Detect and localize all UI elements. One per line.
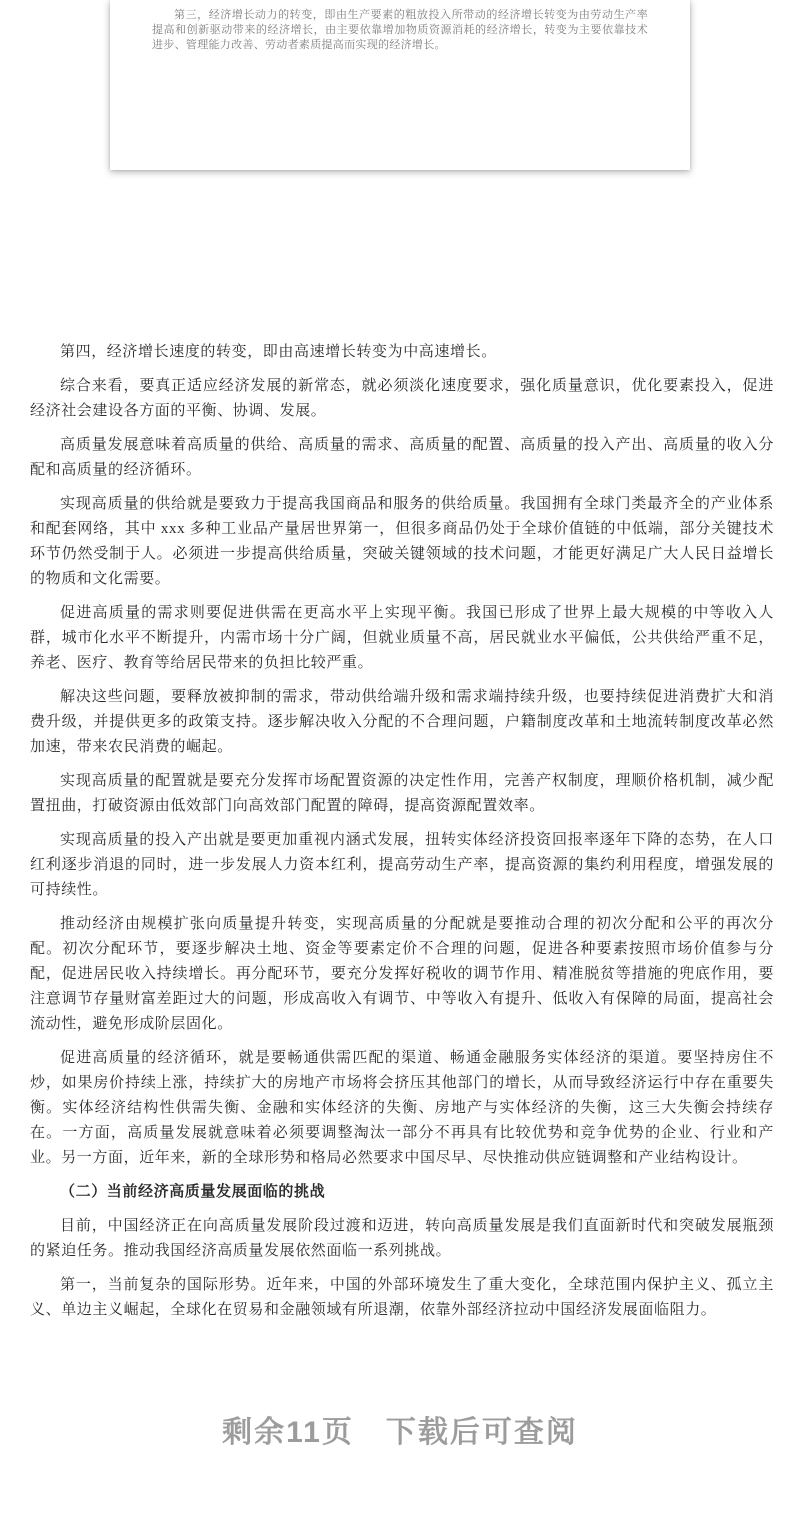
section-1-paragraphs [30,340,774,1171]
document-body [0,170,800,1323]
paragraph: 解决这些问题，要释放被抑制的需求，带动供给端升级和需求端持续升级，也要持续促进消费扩大和消费升级，并提供更多的政策支持。逐步解决收入分配的不合理问题，户籍制度改革和土地流转制度改革必然加速，带来农民消费的崛起。 [30,689,774,755]
paragraph: 促进高质量的需求则要促进供需在更高水平上实现平衡。我国已形成了世界上最大规模的中等收入人群，城市化水平不断提升，内需市场十分广阔，但就业质量不高，居民就业水平偏低，公共供给严重不足，养老、医疗、教育等给居民带来的负担比较严重。 [30,605,774,671]
paragraph: 实现高质量的配置就是要充分发挥市场配置资源的决定性作用，完善产权制度，理顺价格机制，减少配置扭曲，打破资源由低效部门向高效部门配置的障碍，提高资源配置效率。 [30,773,774,814]
paragraph: 推动经济由规模扩张向质量提升转变，实现高质量的分配就是要推动合理的初次分配和公平的再次分配。初次分配环节，要逐步解决土地、资金等要素定价不合理的问题，促进各种要素按照市场价值参与分配，促进居民收入持续增长。再分配环节，要充分发挥好税收的调节作用、精准脱贫等措施的兜底作用，要注意调节存量财富差距过大的问题，形成高收入有调节、中等收入有提升、低收入有保障的局面，提高社会流动性，避免形成阶层固化。 [30,916,774,1032]
paragraph: 高质量发展意味着高质量的供给、高质量的需求、高质量的配置、高质量的投入产出、高质量的收入分配和高质量的经济循环。 [30,437,774,478]
paragraph: 第四，经济增长速度的转变，即由高速增长转变为中高速增长。 [60,344,497,360]
paragraph: 目前，中国经济正在向高质量发展阶段过渡和迈进，转向高质量发展是我们直面新时代和突破发展瓶颈的紧迫任务。推动我国经济高质量发展依然面临一系列挑战。 [30,1218,774,1259]
section-2-paragraphs [30,1214,774,1323]
paragraph: 促进高质量的经济循环，就是要畅通供需匹配的渠道、畅通金融服务实体经济的渠道。要坚持房住不炒，如果房价持续上涨，持续扩大的房地产市场将会挤压其他部门的增长，从而导致经济运行中存在重要失衡。实体经济结构性供需失衡、金融和实体经济的失衡、房地产与实体经济的失衡，这三大失衡会持续存在。一方面，高质量发展就意味着必须要调整淘汰一部分不再具有比较优势和竞争优势的企业、行业和产业。另一方面，近年来，新的全球形势和格局必然要求中国尽早、尽快推动供应链调整和产业结构设计。 [30,1050,774,1166]
paragraph: 实现高质量的投入产出就是要更加重视内涵式发展，扭转实体经济投资回报率逐年下降的态势，在人口红利逐步消退的同时，进一步发展人力资本红利，提高劳动生产率，提高资源的集约利用程度，增强发展的可持续性。 [30,832,774,898]
paragraph: 实现高质量的供给就是要致力于提高我国商品和服务的供给质量。我国拥有全球门类最齐全的产业体系和配套网络，其中 xxx 多种工业品产量居世界第一，但很多商品仍处于全球价值链的中低端，部分关键技术环节仍然受制于人。必须进一步提高供给质量，突破关键领域的技术问题，才能更好满足广大人民日益增长的物质和文化需要。 [30,496,774,587]
remaining-pages-notice [0,1407,800,1451]
paragraph: 第一，当前复杂的国际形势。近年来，中国的外部环境发生了重大变化，全球范围内保护主义、孤立主义、单边主义崛起，全球化在贸易和金融领域有所退潮，依靠外部经济拉动中国经济发展面临阻力。 [30,1277,774,1318]
previous-page-card [110,0,690,170]
previous-page-paragraph: 第三，经济增长动力的转变，即由生产要素的粗放投入所带动的经济增长转变为由劳动生产率提高和创新驱动带来的经济增长，由主要依靠增加物质资源消耗的经济增长，转变为主要依靠技术进步、管理能力改善、劳动者素质提高而实现的经济增长。 [152,9,648,51]
remaining-pages-text: 剩余11页 下载后可查阅 [222,1416,578,1449]
section-2-heading: （二）当前经济高质量发展面临的挑战 [60,1184,326,1200]
paragraph: 综合来看，要真正适应经济发展的新常态，就必须淡化速度要求，强化质量意识，优化要素投入，促进经济社会建设各方面的平衡、协调、发展。 [30,378,774,419]
